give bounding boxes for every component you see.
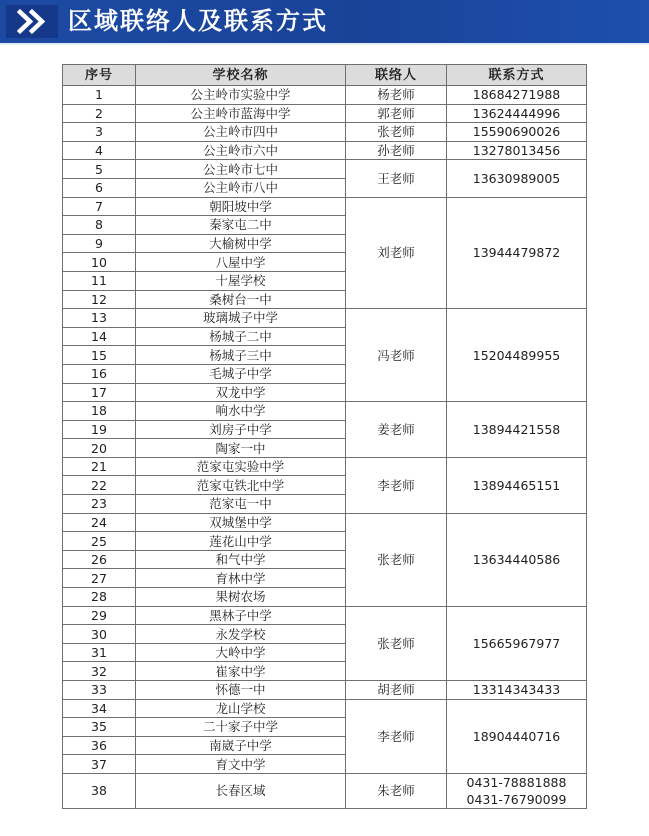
cell-no: 36	[63, 736, 136, 755]
cell-school: 育林中学	[136, 569, 346, 588]
table-row	[63, 141, 587, 160]
cell-school: 杨城子三中	[136, 346, 346, 365]
table-row	[63, 123, 587, 142]
cell-no: 5	[63, 160, 136, 179]
cell-phone	[447, 141, 587, 160]
cell-no: 14	[63, 327, 136, 346]
table-row	[63, 309, 587, 328]
phone-number: 13944479872	[472, 245, 561, 261]
cell-contact: 姜老师	[346, 402, 447, 458]
cell-no: 19	[63, 420, 136, 439]
table-header-row	[63, 65, 587, 86]
cell-no: 22	[63, 476, 136, 495]
cell-school: 秦家屯二中	[136, 216, 346, 235]
header-divider	[0, 43, 649, 45]
phone-number: 15204489955	[472, 347, 561, 363]
cell-contact: 郭老师	[346, 104, 447, 123]
cell-contact: 胡老师	[346, 681, 447, 700]
cell-school: 朝阳坡中学	[136, 197, 346, 216]
cell-no: 26	[63, 550, 136, 569]
cell-contact: 张老师	[346, 123, 447, 142]
cell-phone	[447, 309, 587, 402]
column-header-contact: 联络人	[346, 65, 447, 86]
cell-no: 29	[63, 606, 136, 625]
cell-no: 30	[63, 625, 136, 644]
cell-no: 6	[63, 178, 136, 197]
cell-school: 桑树台一中	[136, 290, 346, 309]
cell-no: 31	[63, 643, 136, 662]
cell-no: 23	[63, 495, 136, 514]
cell-school: 范家屯一中	[136, 495, 346, 514]
cell-no: 1	[63, 86, 136, 105]
cell-no: 34	[63, 699, 136, 718]
cell-no: 9	[63, 234, 136, 253]
cell-school: 响水中学	[136, 402, 346, 421]
cell-contact: 李老师	[346, 699, 447, 773]
cell-school: 公主岭市四中	[136, 123, 346, 142]
cell-phone	[447, 160, 587, 197]
cell-no: 18	[63, 402, 136, 421]
cell-phone	[447, 699, 587, 773]
table-row	[63, 699, 587, 718]
cell-no: 7	[63, 197, 136, 216]
cell-school: 南崴子中学	[136, 736, 346, 755]
cell-school: 公主岭市实验中学	[136, 86, 346, 105]
cell-contact: 杨老师	[346, 86, 447, 105]
cell-no: 3	[63, 123, 136, 142]
cell-contact: 朱老师	[346, 773, 447, 808]
cell-no: 12	[63, 290, 136, 309]
phone-number: 18684271988	[472, 87, 561, 103]
cell-school: 杨城子二中	[136, 327, 346, 346]
cell-school: 大榆树中学	[136, 234, 346, 253]
table-row	[63, 402, 587, 421]
cell-no: 24	[63, 513, 136, 532]
cell-phone	[447, 86, 587, 105]
cell-phone	[447, 104, 587, 123]
cell-phone	[447, 402, 587, 458]
cell-no: 17	[63, 383, 136, 402]
cell-school: 崔家中学	[136, 662, 346, 681]
cell-school: 怀德一中	[136, 681, 346, 700]
cell-school: 范家屯实验中学	[136, 457, 346, 476]
table-row	[63, 606, 587, 625]
cell-no: 37	[63, 755, 136, 774]
cell-no: 16	[63, 364, 136, 383]
cell-no: 21	[63, 457, 136, 476]
cell-phone	[447, 513, 587, 606]
contact-table	[62, 64, 587, 809]
cell-school: 双城堡中学	[136, 513, 346, 532]
cell-phone	[447, 773, 587, 808]
cell-school: 毛城子中学	[136, 364, 346, 383]
cell-phone	[447, 197, 587, 309]
cell-no: 2	[63, 104, 136, 123]
table-row	[63, 160, 587, 179]
cell-school: 果树农场	[136, 588, 346, 607]
phone-number: 13624444996	[472, 105, 561, 121]
table-row	[63, 197, 587, 216]
cell-no: 13	[63, 309, 136, 328]
phone-number: 0431-78881888	[466, 774, 567, 790]
cell-school: 龙山学校	[136, 699, 346, 718]
cell-school: 范家屯铁北中学	[136, 476, 346, 495]
cell-no: 33	[63, 681, 136, 700]
cell-no: 38	[63, 773, 136, 808]
cell-no: 4	[63, 141, 136, 160]
cell-contact: 张老师	[346, 513, 447, 606]
cell-school: 八屋中学	[136, 253, 346, 272]
cell-school: 公主岭市蓝海中学	[136, 104, 346, 123]
cell-school: 十屋学校	[136, 271, 346, 290]
cell-school: 莲花山中学	[136, 532, 346, 551]
cell-no: 8	[63, 216, 136, 235]
cell-school: 永发学校	[136, 625, 346, 644]
table-row	[63, 513, 587, 532]
column-header-phone: 联系方式	[447, 65, 587, 86]
phone-number: 15665967977	[472, 635, 561, 651]
cell-no: 28	[63, 588, 136, 607]
cell-school: 长春区域	[136, 773, 346, 808]
table-body	[63, 86, 587, 809]
cell-phone	[447, 606, 587, 680]
cell-contact: 刘老师	[346, 197, 447, 309]
cell-phone	[447, 681, 587, 700]
phone-number: 18904440716	[472, 728, 561, 744]
phone-number: 13894465151	[472, 477, 561, 493]
cell-no: 35	[63, 718, 136, 737]
cell-school: 双龙中学	[136, 383, 346, 402]
column-header-no: 序号	[63, 65, 136, 86]
cell-phone	[447, 457, 587, 513]
phone-number: 13630989005	[472, 170, 561, 186]
phone-number: 13894421558	[472, 421, 561, 437]
cell-school: 公主岭市七中	[136, 160, 346, 179]
cell-no: 25	[63, 532, 136, 551]
table-row	[63, 86, 587, 105]
cell-school: 黑林子中学	[136, 606, 346, 625]
cell-contact: 王老师	[346, 160, 447, 197]
cell-school: 大岭中学	[136, 643, 346, 662]
double-chevron-right-icon	[6, 5, 58, 38]
cell-contact: 李老师	[346, 457, 447, 513]
cell-no: 32	[63, 662, 136, 681]
table-row	[63, 457, 587, 476]
cell-school: 玻璃城子中学	[136, 309, 346, 328]
phone-number: 13314343433	[472, 682, 561, 698]
phone-number: 0431-76790099	[466, 791, 567, 807]
table-row	[63, 104, 587, 123]
column-header-school: 学校名称	[136, 65, 346, 86]
cell-school: 陶家一中	[136, 439, 346, 458]
cell-school: 公主岭市六中	[136, 141, 346, 160]
cell-no: 15	[63, 346, 136, 365]
cell-school: 刘房子中学	[136, 420, 346, 439]
cell-no: 11	[63, 271, 136, 290]
table-row	[63, 681, 587, 700]
cell-contact: 冯老师	[346, 309, 447, 402]
cell-no: 27	[63, 569, 136, 588]
cell-school: 育文中学	[136, 755, 346, 774]
cell-no: 20	[63, 439, 136, 458]
cell-contact: 孙老师	[346, 141, 447, 160]
cell-contact: 张老师	[346, 606, 447, 680]
cell-phone	[447, 123, 587, 142]
cell-school: 公主岭市八中	[136, 178, 346, 197]
cell-school: 二十家子中学	[136, 718, 346, 737]
cell-school: 和气中学	[136, 550, 346, 569]
page-title: 区域联络人及联系方式	[68, 7, 328, 35]
table-row	[63, 773, 587, 808]
phone-number: 13634440586	[472, 552, 561, 568]
cell-no: 10	[63, 253, 136, 272]
section-header	[0, 0, 649, 43]
phone-number: 13278013456	[472, 143, 561, 159]
phone-number: 15590690026	[472, 124, 561, 140]
